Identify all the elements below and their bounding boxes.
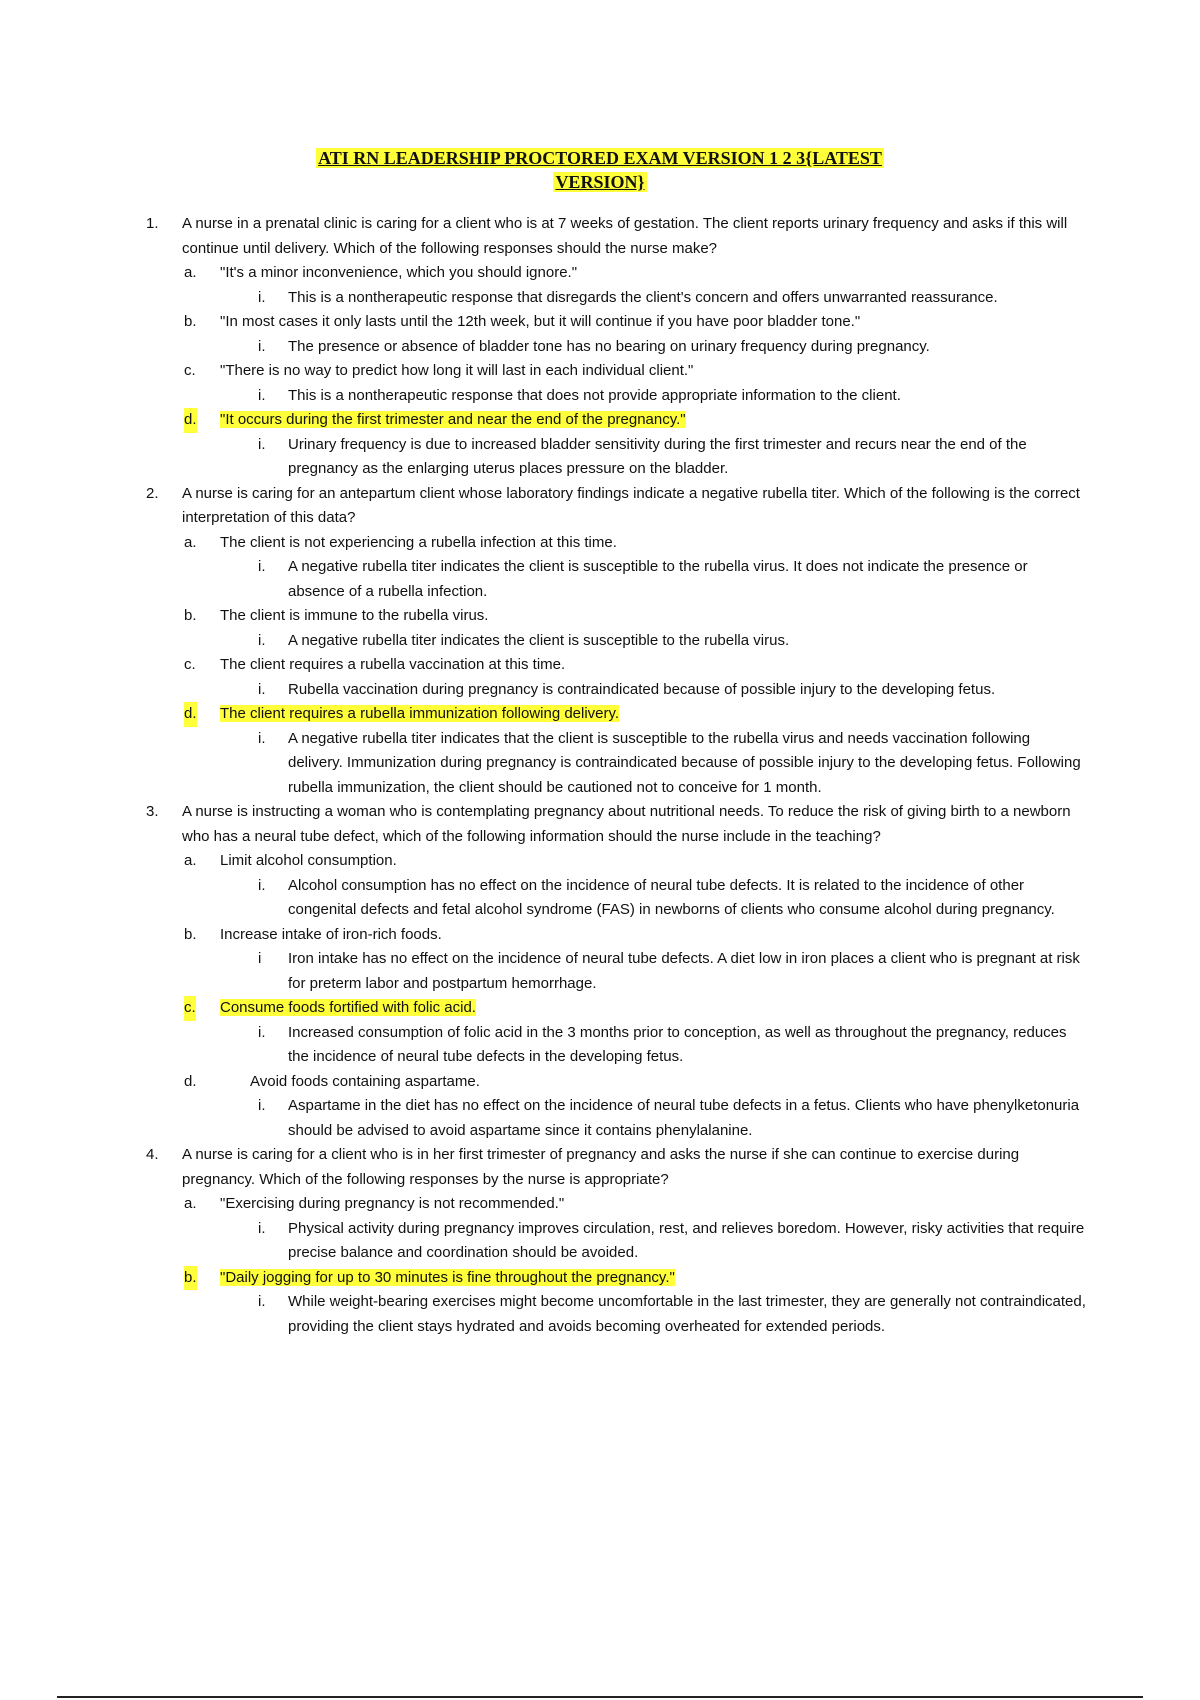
rationale-number: i. [258,288,266,306]
question-text: A nurse is instructing a woman who is contemplating pregnancy about nutritional needs. To reduce the risk of giving birth to a newborn who has a neural tube defect, which of the following information should the nurse include in the teaching? [182,803,1071,845]
correct-answer-option [184,1266,1086,1291]
rationale-number: i. [258,631,266,649]
rationale [258,1217,1086,1266]
rationale-text: The presence or absence of bladder tone has no bearing on urinary frequency during pregnancy. [288,337,930,355]
option-text: The client requires a rubella vaccination at this time. [220,656,566,673]
option-text: "It's a minor inconvenience, which you should ignore." [220,264,578,281]
rationale [258,1021,1086,1070]
option-letter: d. [184,408,197,433]
answer-option [184,531,1086,556]
rationale-text: A negative rubella titer indicates the client is susceptible to the rubella virus. [288,631,790,649]
answer-option [184,359,1086,384]
rationale-text: A negative rubella titer indicates the client is susceptible to the rubella virus. It does not indicate the presence or absence of a rubella infection. [288,558,1028,600]
rationale-number: i. [258,729,266,747]
rationale-number: i. [258,1293,266,1310]
question-stem [146,482,1086,531]
answer-option [184,261,1086,286]
option-text: The client requires a rubella immunization following delivery. [220,705,620,722]
rationale [258,384,1086,409]
question-stem [146,212,1086,261]
question-stem [146,1143,1086,1192]
option-letter: a. [184,264,197,281]
question-text: A nurse is caring for a client who is in her first trimester of pregnancy and asks the nurse if she can continue to exercise during pregnancy. Which of the following responses by the nurse is appropriate? [182,1146,1020,1188]
rationale-text: Alcohol consumption has no effect on the incidence of neural tube defects. It is related to the incidence of other congenital defects and fetal alcohol syndrome (FAS) in newborns of clients who consume alcohol during pregnancy. [288,876,1055,918]
option-letter: c. [184,656,196,673]
option-letter: b. [184,607,197,624]
document-title [0,146,1200,194]
rationale-text: This is a nontherapeutic response that disregards the client's concern and offers unwarranted reassurance. [288,288,998,306]
rationale-text: Aspartame in the diet has no effect on the incidence of neural tube defects in a fetus. Clients who have phenylketonuria should be advised to avoid aspartame since it contains phenylalanine. [288,1097,1080,1139]
correct-answer-option [184,996,1086,1021]
rationale-text: Urinary frequency is due to increased bladder sensitivity during the first trimester and recurs near the end of the pregnancy as the enlarging uterus places pressure on the bladder. [288,435,1027,477]
rationale-number: i. [258,558,266,575]
rationale [258,947,1086,996]
question-stem [146,800,1086,849]
rationale [258,678,1086,703]
rationale [258,874,1086,923]
rationale [258,1290,1086,1339]
rationale-text: A negative rubella titer indicates that the client is susceptible to the rubella virus and needs vaccination following delivery. Immunization during pregnancy is contraindicated because of possible injury to the developing fetus. Following rubella immunization, the client should be cautioned not to conceive for 1 month. [288,729,1081,796]
correct-answer-option [184,408,1086,433]
rationale-text: Physical activity during pregnancy improves circulation, rest, and relieves boredom. However, risky activities that require precise balance and coordination should be avoided. [288,1219,1085,1261]
rationale-text: Rubella vaccination during pregnancy is contraindicated because of possible injury to the developing fetus. [288,680,996,698]
rationale-number: i. [258,1097,266,1114]
option-text: The client is immune to the rubella virus. [220,607,489,624]
option-text: Increase intake of iron-rich foods. [220,925,442,943]
rationale-text: While weight-bearing exercises might become uncomfortable in the last trimester, they are generally not contraindicated, providing the client stays hydrated and avoids becoming overheated for extended periods. [288,1293,1086,1335]
question-number: 3. [146,803,159,820]
rationale [258,555,1086,604]
question-list [146,212,1086,1339]
option-text: "Exercising during pregnancy is not recommended." [220,1195,565,1212]
answer-option [184,849,1086,874]
rationale [258,629,1086,654]
option-letter: c. [184,996,196,1021]
option-letter: b. [184,925,197,943]
option-letter: c. [184,362,196,379]
option-letter: b. [184,313,197,330]
answer-option [184,310,1086,335]
option-letter: d. [184,702,197,727]
title-line-2: VERSION} [555,172,645,192]
rationale-number: i. [258,1219,266,1237]
question-number: 1. [146,215,159,232]
option-text: "Daily jogging for up to 30 minutes is fine throughout the pregnancy." [220,1268,675,1286]
answer-option [184,653,1086,678]
option-text: Avoid foods containing aspartame. [250,1072,480,1090]
option-letter: a. [184,852,197,869]
rationale [258,1094,1086,1143]
rationale-number: i. [258,1023,266,1041]
option-letter: a. [184,533,197,551]
rationale-number: i. [258,876,266,894]
question-text: A nurse in a prenatal clinic is caring for a client who is at 7 weeks of gestation. The client reports urinary frequency and asks if this will continue until delivery. Which of the following responses should the nurse make? [182,215,1068,257]
correct-answer-option [184,702,1086,727]
rationale [258,335,1086,360]
option-letter: d. [184,1072,197,1090]
rationale [258,286,1086,311]
rationale-text: Increased consumption of folic acid in the 3 months prior to conception, as well as throughout the pregnancy, reduces the incidence of neural tube defects in the developing fetus. [288,1023,1067,1065]
answer-option [184,1070,1086,1095]
title-line-1: ATI RN LEADERSHIP PROCTORED EXAM VERSION 1 2 3{LATEST [318,148,882,168]
answer-option [184,604,1086,629]
rationale [258,727,1086,801]
rationale-number: i [258,950,262,967]
option-text: "There is no way to predict how long it will last in each individual client." [220,362,694,379]
rationale [258,433,1086,482]
rationale-number: i. [258,680,266,698]
option-text: "In most cases it only lasts until the 12th week, but it will continue if you have poor bladder tone." [220,313,861,330]
option-letter: a. [184,1195,197,1212]
rationale-text: This is a nontherapeutic response that does not provide appropriate information to the client. [288,386,901,404]
option-text: "It occurs during the first trimester and near the end of the pregnancy." [220,411,686,428]
answer-option [184,923,1086,948]
question-number: 4. [146,1146,159,1163]
rationale-text: Iron intake has no effect on the incidence of neural tube defects. A diet low in iron places a client who is pregnant at risk for preterm labor and postpartum hemorrhage. [288,950,1080,992]
rationale-number: i. [258,386,266,404]
question-number: 2. [146,484,159,502]
answer-option [184,1192,1086,1217]
rationale-number: i. [258,337,266,355]
rationale-number: i. [258,435,266,453]
option-text: Consume foods fortified with folic acid. [220,999,476,1016]
option-letter: b. [184,1266,197,1291]
question-text: A nurse is caring for an antepartum client whose laboratory findings indicate a negative rubella titer. Which of the following is the correct interpretation of this data? [182,484,1080,526]
option-text: The client is not experiencing a rubella infection at this time. [220,533,617,551]
footer-rule [57,1696,1143,1698]
option-text: Limit alcohol consumption. [220,852,397,869]
